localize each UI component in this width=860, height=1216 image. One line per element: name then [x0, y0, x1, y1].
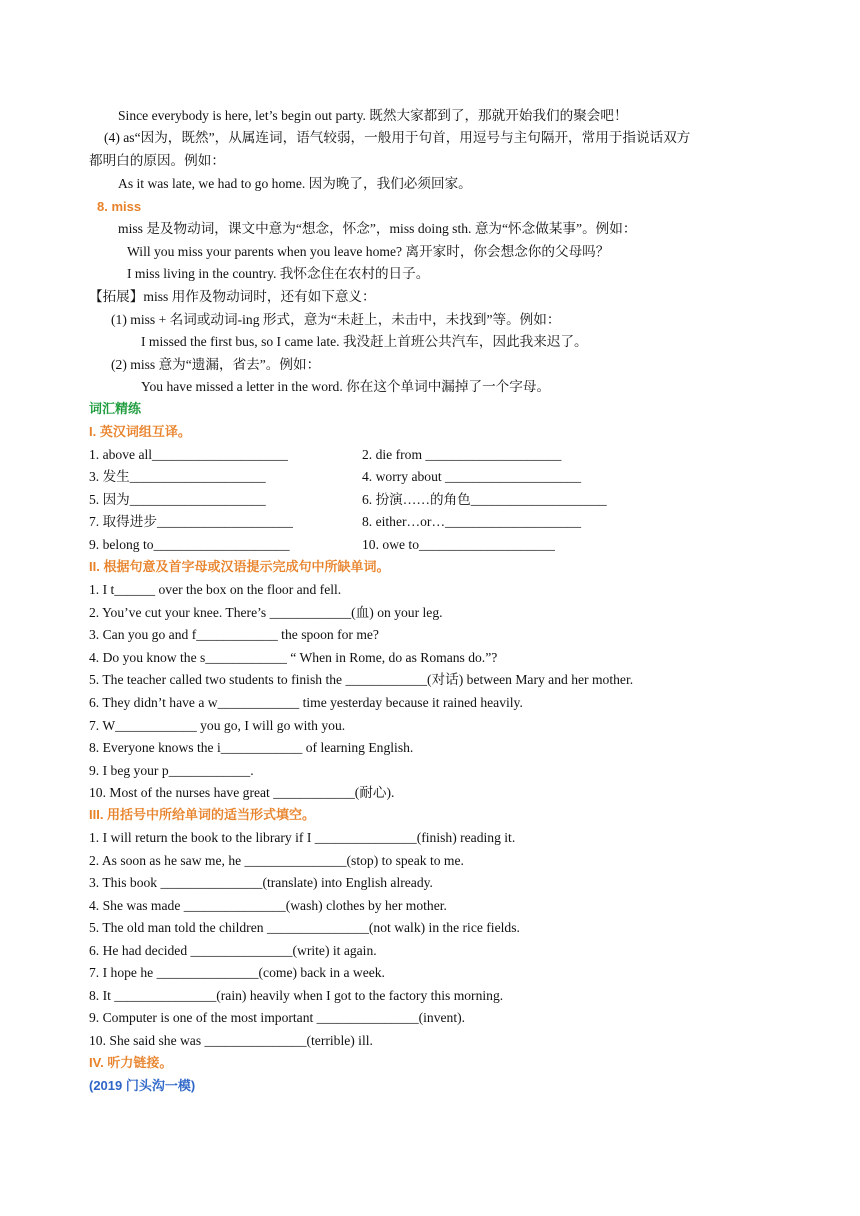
s3-item: 4. She was made _______________(wash) clothes by her mother.: [89, 898, 447, 913]
s2-item: 2. You’ve cut your knee. There’s ____________(血) on your leg.: [89, 605, 443, 620]
example-as: As it was late, we had to go home. 因为晚了，我们必须回家。: [118, 176, 472, 191]
extension-1-example: I missed the first bus, so I came late. 我没赶上首班公共汽车，因此我来迟了。: [141, 334, 588, 349]
s3-item: 6. He had decided _______________(write) it again.: [89, 943, 377, 958]
s1-item-right: 6. 扮演……的角色____________________: [362, 492, 607, 507]
s2-item: 5. The teacher called two students to finish the ____________(对话) between Mary and her mother.: [89, 672, 634, 687]
s1-item-left: 7. 取得进步____________________: [89, 514, 293, 529]
miss-example-1: Will you miss your parents when you leave home? 离开家时，你会想念你的父母吗？: [127, 244, 610, 259]
s3-item: 2. As soon as he saw me, he _______________(stop) to speak to me.: [89, 853, 464, 868]
s2-item: 8. Everyone knows the i____________ of learning English.: [89, 740, 414, 755]
s2-item: 7. W____________ you go, I will go with you.: [89, 718, 346, 733]
extension-heading: 【拓展】miss 用作及物动词时，还有如下意义：: [89, 289, 376, 304]
s2-item: 9. I beg your p____________.: [89, 763, 254, 778]
section-2-title: II. 根据句意及首字母或汉语提示完成句中所缺单词。: [89, 559, 390, 574]
as-explanation-line2: 都明白的原因。例如：: [89, 153, 225, 168]
miss-heading: 8. miss: [97, 199, 142, 214]
section-3-title: III. 用括号中所给单词的适当形式填空。: [89, 807, 316, 822]
extension-2: (2) miss 意为“遗漏，省去”。例如：: [111, 357, 321, 372]
s3-item: 7. I hope he _______________(come) back in a week.: [89, 965, 385, 980]
extension-2-example: You have missed a letter in the word. 你在这个单词中漏掉了一个字母。: [141, 379, 551, 394]
s1-item-right: 8. either…or…____________________: [362, 514, 581, 529]
s1-item-left: 9. belong to____________________: [89, 537, 290, 552]
extension-1: (1) miss + 名词或动词-ing 形式，意为“未赶上，未击中，未找到”等。例如：: [111, 312, 561, 327]
s2-item: 1. I t______ over the box on the floor and fell.: [89, 582, 342, 597]
s3-item: 8. It _______________(rain) heavily when I got to the factory this morning.: [89, 988, 504, 1003]
section-4-title: IV. 听力链接。: [89, 1055, 173, 1070]
s2-item: 10. Most of the nurses have great ____________(耐心).: [89, 785, 395, 800]
s3-item: 10. She said she was _______________(terrible) ill.: [89, 1033, 373, 1048]
s2-item: 4. Do you know the s____________ “ When in Rome, do as Romans do.”?: [89, 650, 498, 665]
s1-item-left: 1. above all____________________: [89, 447, 288, 462]
source-note: (2019 门头沟一模): [89, 1078, 196, 1093]
s1-item-right: 4. worry about ____________________: [362, 469, 581, 484]
as-explanation-line1: (4) as“因为，既然”，从属连词，语气较弱，一般用于句首，用逗号与主句隔开，常用于指说话双方: [104, 130, 691, 145]
s3-item: 3. This book _______________(translate) into English already.: [89, 875, 433, 890]
s1-item-right: 10. owe to____________________: [362, 537, 555, 552]
s2-item: 3. Can you go and f____________ the spoon for me?: [89, 627, 379, 642]
s2-item: 6. They didn’t have a w____________ time yesterday because it rained heavily.: [89, 695, 523, 710]
s1-item-right: 2. die from ____________________: [362, 447, 562, 462]
miss-definition: miss 是及物动词，课文中意为“想念，怀念”，miss doing sth. 意为“怀念做某事”。例如：: [118, 221, 637, 236]
miss-example-2: I miss living in the country. 我怀念住在农村的日子。: [127, 266, 430, 281]
example-since: Since everybody is here, let’s begin out party. 既然大家都到了，那就开始我们的聚会吧！: [118, 108, 628, 123]
s1-item-left: 3. 发生____________________: [89, 469, 266, 484]
s3-item: 9. Computer is one of the most important _______________(invent).: [89, 1010, 466, 1025]
section-1-title: I. 英汉词组互译。: [89, 424, 191, 439]
s3-item: 1. I will return the book to the library if I _______________(finish) reading it.: [89, 830, 516, 845]
s1-item-left: 5. 因为____________________: [89, 492, 266, 507]
s3-item: 5. The old man told the children _______________(not walk) in the rice fields.: [89, 920, 520, 935]
practice-title: 词汇精练: [89, 401, 142, 416]
